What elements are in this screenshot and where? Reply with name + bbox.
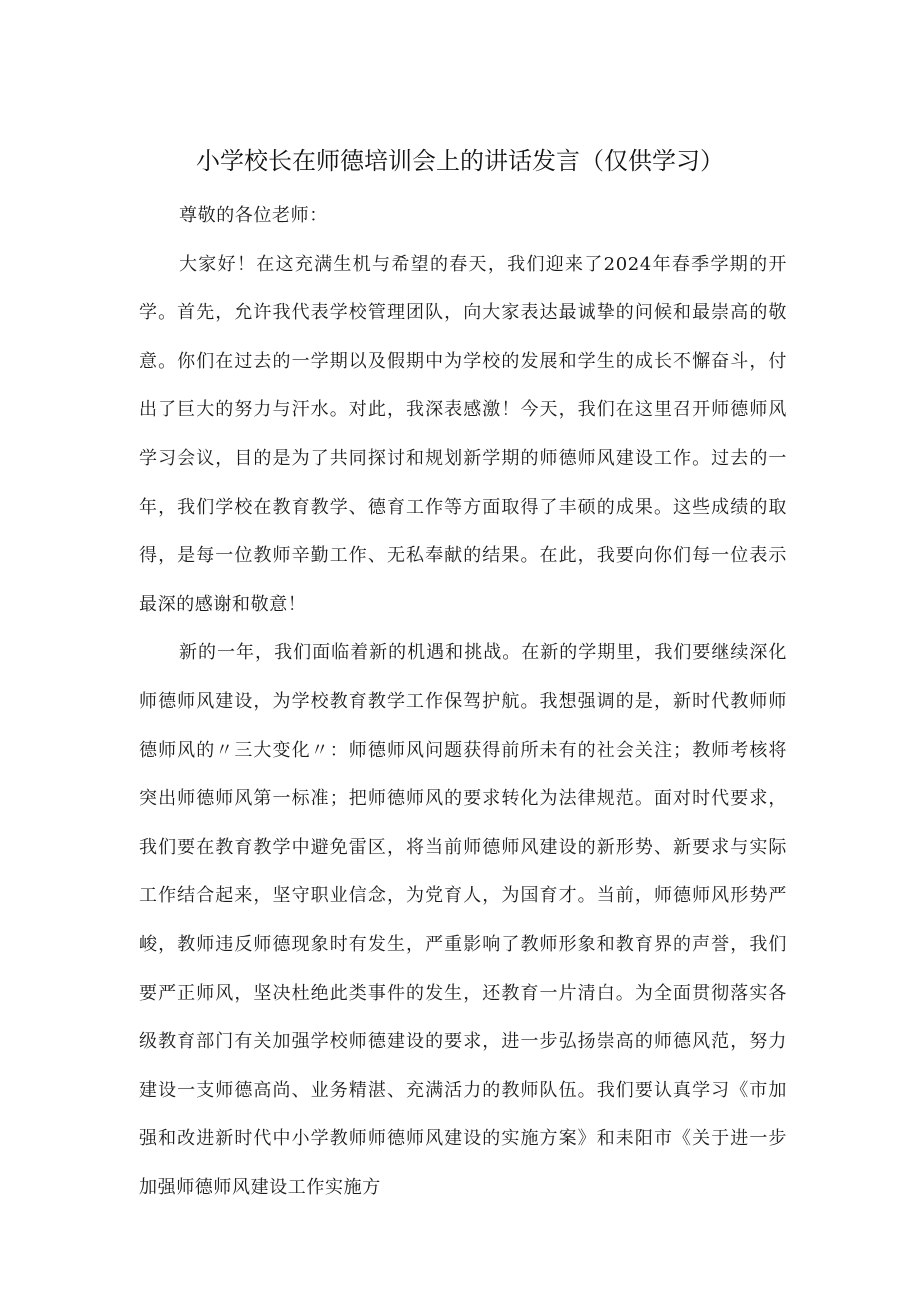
paragraph-1: 大家好！在这充满生机与希望的春天，我们迎来了2024年春季学期的开学。首先，允许我代表学校管理团队，向大家表达最诚挚的问候和最崇高的敬意。你们在过去的一学期以及假期中为学校的发展和学生的成长不懈奋斗，付出了巨大的努力与汗水。对此，我深表感激！今天，我们在这里召开师德师风学习会议，目的是为了共同探讨和规划新学期的师德师风建设工作。过去的一年，我们学校在教育教学、德育工作等方面取得了丰硕的成果。这些成绩的取得，是每一位教师辛勤工作、无私奉献的结果。在此，我要向你们每一位表示最深的感谢和敬意！ bbox=[139, 253, 787, 615]
document-title: 小学校长在师德培训会上的讲话发言（仅供学习） bbox=[196, 147, 724, 175]
paragraph-2: 新的一年，我们面临着新的机遇和挑战。在新的学期里，我们要继续深化师德师风建设，为学校教育教学工作保驾护航。我想强调的是，新时代教师师德师风的〃三大变化〃：师德师风问题获得前所未有的社会关注；教师考核将突出师德师风第一标准；把师德师风的要求转化为法律规范。面对时代要求，我们要在教育教学中避免雷区，将当前师德师风建设的新形势、新要求与实际工作结合起来，坚守职业信念，为党育人，为国育才。当前，师德师风形势严峻，教师违反师德现象时有发生，严重影响了教师形象和教育界的声誉，我们要严正师风，坚决杜绝此类事件的发生，还教育一片清白。为全面贯彻落实各级教育部门有关加强学校师德建设的要求，进一步弘扬崇高的师德风范，努力建设一支师德高尚、业务精湛、充满活力的教师队伍。我们要认真学习《市加强和改进新时代中小学教师师德师风建设的实施方案》和耒阳市《关于进一步加强师德师风建设工作实施方 bbox=[139, 642, 787, 1198]
salutation: 尊敬的各位老师： bbox=[179, 205, 328, 226]
document-body bbox=[139, 192, 787, 1212]
